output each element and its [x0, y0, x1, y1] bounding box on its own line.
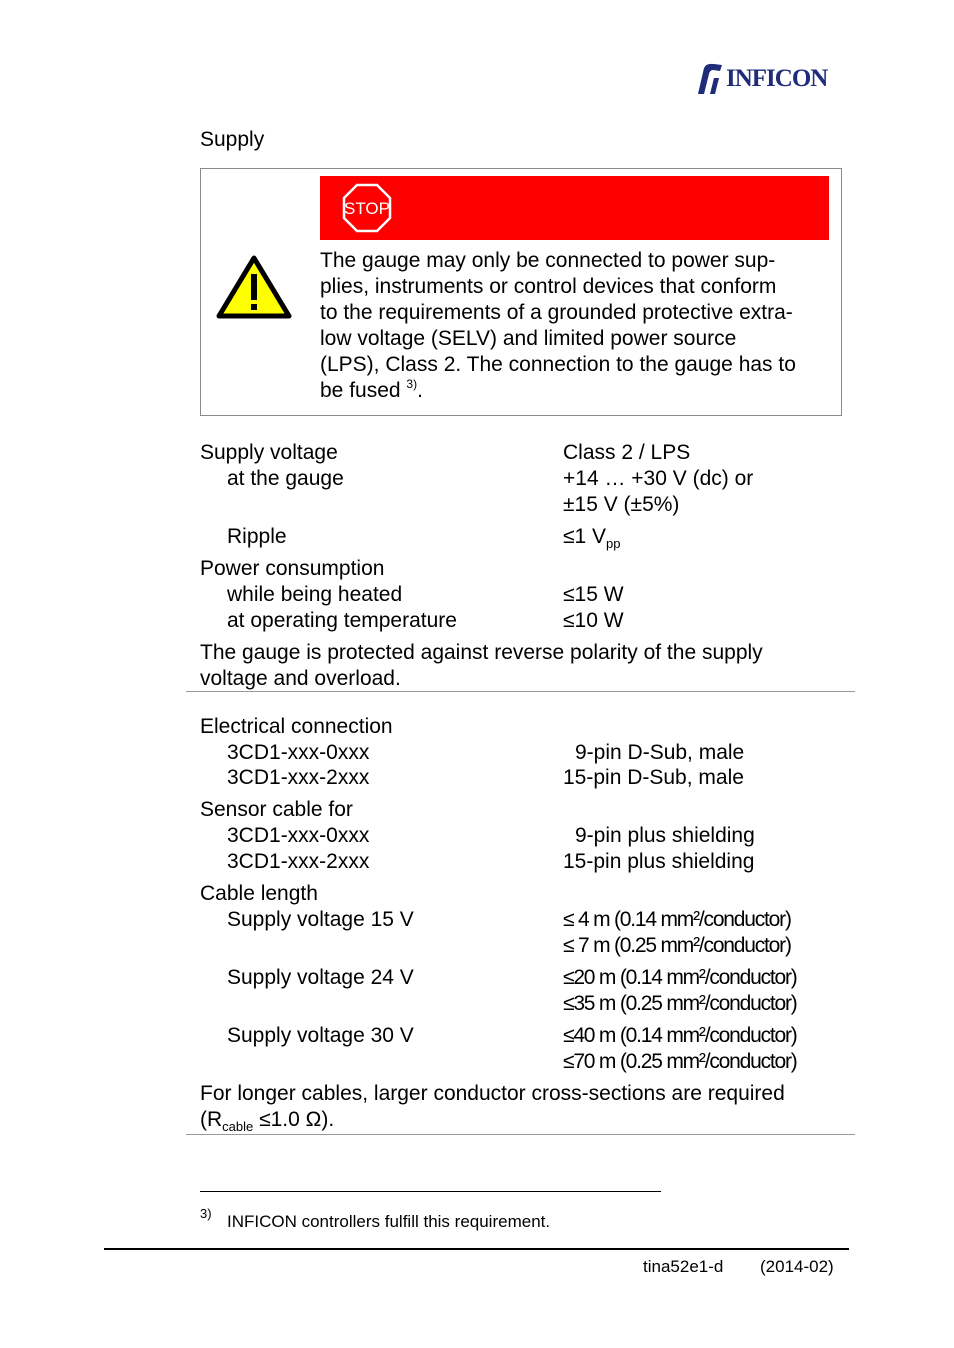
resistance-note [200, 1107, 334, 1133]
v30-value-b: ≤70 m (0.25 mm²/conductor) [563, 1050, 797, 1073]
conn-0-label: 3CD1-xxx-0xxx [227, 741, 370, 764]
ripple-unit-sub: pp [606, 536, 621, 551]
footnote-rule [200, 1191, 661, 1192]
warning-triangle-icon [215, 254, 293, 320]
v24-label: Supply voltage 24 V [227, 966, 414, 989]
warning-last-line: be fused [320, 379, 401, 402]
v30-label: Supply voltage 30 V [227, 1024, 414, 1047]
conn-2-value: 15-pin D-Sub, male [563, 766, 744, 789]
at-gauge-label: at the gauge [227, 467, 344, 490]
warning-punct: . [417, 379, 423, 402]
longer-cables-note: For longer cables, larger conductor cross-sections are required [200, 1082, 785, 1105]
footnote-text: INFICON controllers fulfill this requirement. [227, 1212, 551, 1231]
resistance-value: ≤1.0 Ω). [253, 1108, 335, 1131]
polarity-note: The gauge is protected against reverse polarity of the supply [200, 641, 763, 664]
section-divider [186, 1134, 855, 1135]
warning-line [320, 378, 835, 404]
section-divider [186, 691, 855, 692]
v15-label: Supply voltage 15 V [227, 908, 414, 931]
electrical-connection-label: Electrical connection [200, 715, 393, 738]
inficon-logo-icon [694, 62, 724, 96]
svg-text:STOP: STOP [344, 199, 390, 218]
at-gauge-value: +14 … +30 V (dc) or [563, 467, 754, 490]
stop-sign-icon [342, 183, 392, 233]
polarity-note-cont: voltage and overload. [200, 667, 401, 690]
footer-date: (2014-02) [760, 1257, 834, 1276]
conn-0-value: 9-pin D-Sub, male [575, 741, 745, 764]
warning-line: to the requirements of a grounded protective extra- [320, 301, 793, 324]
power-consumption-label: Power consumption [200, 557, 385, 580]
ripple-number: ≤1 V [563, 525, 607, 548]
heated-label: while being heated [227, 583, 403, 606]
footer-doc-code: tina52e1-d [643, 1257, 724, 1276]
supply-voltage-label: Supply voltage [200, 441, 338, 464]
resistance-prefix: (R [200, 1108, 223, 1131]
footnote-ref: 3) [406, 377, 418, 391]
cable-length-label: Cable length [200, 882, 318, 905]
sensor-0-value: 9-pin plus shielding [575, 824, 755, 847]
stop-bar [320, 176, 829, 240]
warning-line: The gauge may only be connected to power sup- [320, 249, 776, 272]
ripple-value [563, 524, 621, 550]
heated-value: ≤15 W [563, 583, 624, 606]
v24-value-a: ≤20 m (0.14 mm²/conductor) [563, 966, 797, 989]
sensor-2-value: 15-pin plus shielding [563, 850, 755, 873]
inficon-logo [694, 62, 846, 96]
conn-2-label: 3CD1-xxx-2xxx [227, 766, 370, 789]
v24-value-b: ≤35 m (0.25 mm²/conductor) [563, 992, 797, 1015]
v15-value-b: ≤ 7 m (0.25 mm²/conductor) [563, 934, 791, 957]
warning-line: low voltage (SELV) and limited power source [320, 327, 737, 350]
sensor-0-label: 3CD1-xxx-0xxx [227, 824, 370, 847]
at-gauge-value-alt: ±15 V (±5%) [563, 493, 680, 516]
v30-value-a: ≤40 m (0.14 mm²/conductor) [563, 1024, 797, 1047]
sensor-2-label: 3CD1-xxx-2xxx [227, 850, 370, 873]
warning-line: plies, instruments or control devices that conform [320, 275, 777, 298]
resistance-sub: cable [222, 1119, 254, 1134]
ripple-label: Ripple [227, 525, 287, 548]
operating-value: ≤10 W [563, 609, 624, 632]
warning-text [320, 248, 835, 404]
footer-rule [104, 1248, 849, 1250]
sensor-cable-label: Sensor cable for [200, 798, 353, 821]
supply-voltage-value: Class 2 / LPS [563, 441, 691, 464]
v15-value-a: ≤ 4 m (0.14 mm²/conductor) [563, 908, 791, 931]
logo-text: INFICON [726, 65, 828, 92]
warning-line: (LPS), Class 2. The connection to the gauge has to [320, 353, 796, 376]
section-title: Supply [200, 128, 265, 151]
footnote-mark: 3) [200, 1206, 212, 1221]
operating-label: at operating temperature [227, 609, 457, 632]
